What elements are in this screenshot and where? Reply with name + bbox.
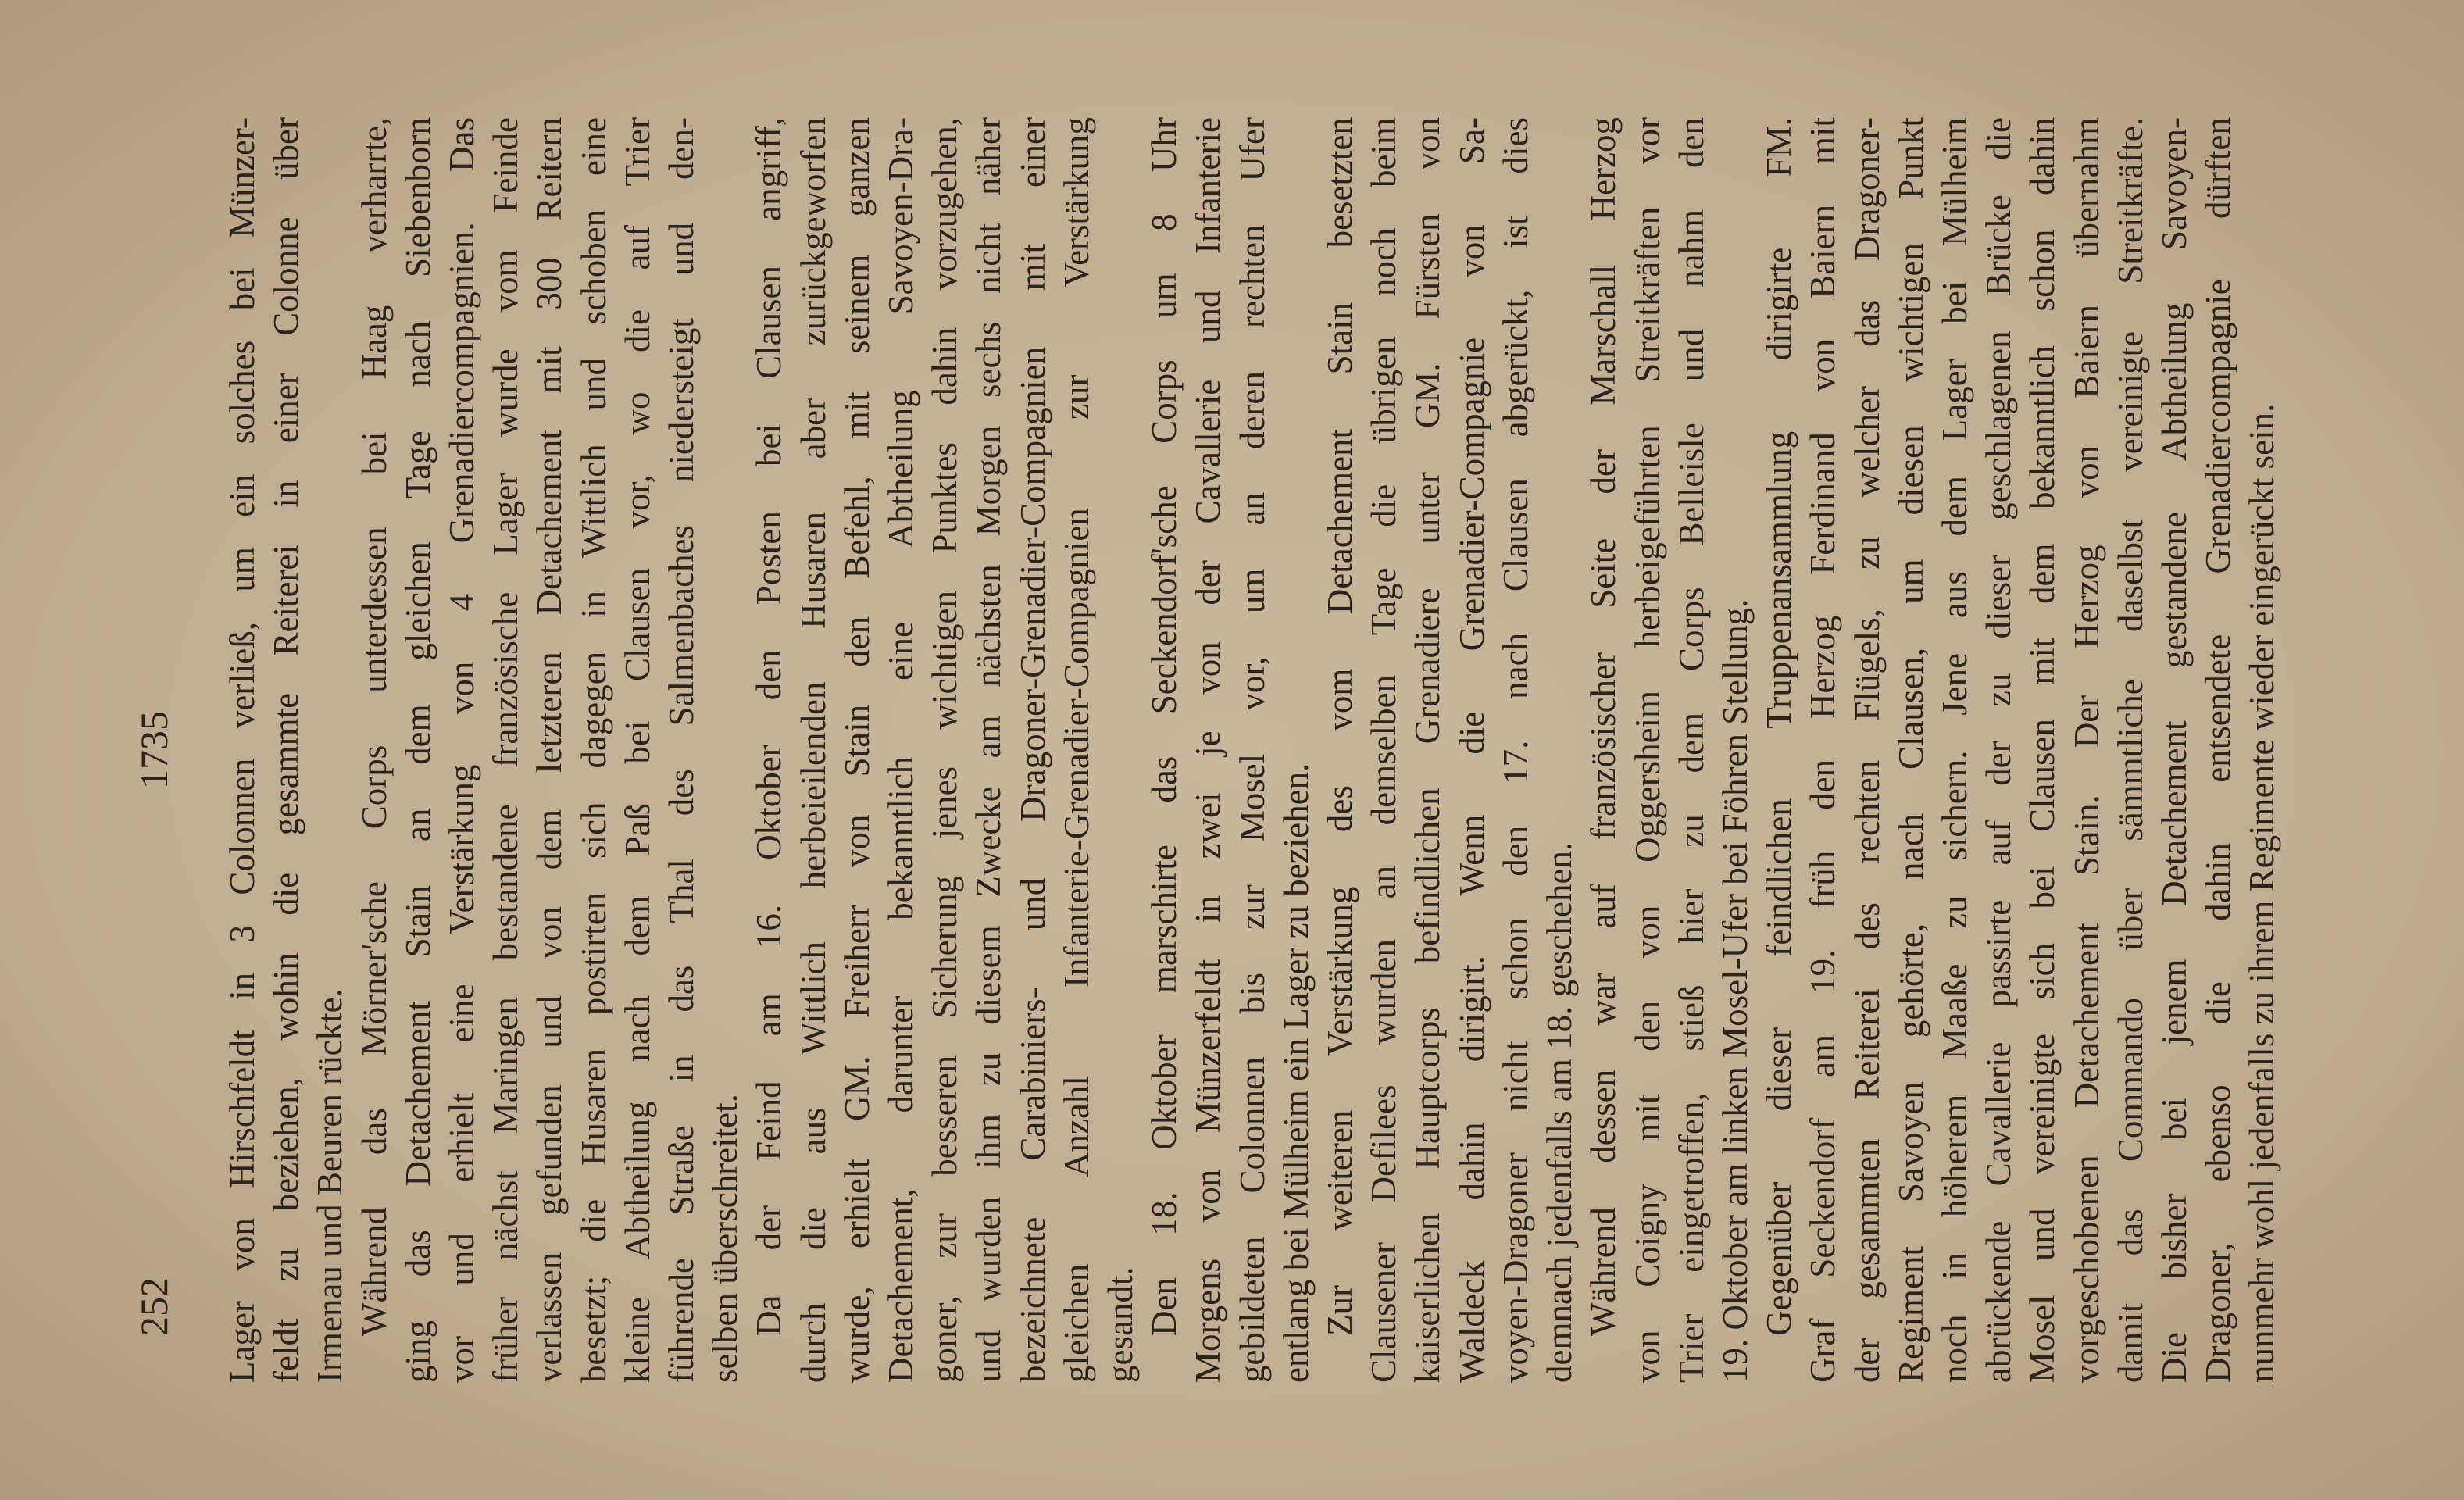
text-line: abrückende Cavallerie passirte auf der zu dieser geschlagenen Brücke die bbox=[1979, 117, 2019, 1383]
paragraph bbox=[1581, 117, 1757, 1383]
text-line: von Coigny mit den von Oggersheim herbeigeführten Streitkräften vor bbox=[1627, 117, 1667, 1383]
page-number: 252 bbox=[132, 1277, 176, 1336]
text-line: Während dessen war auf französischer Seite der Marschall Herzog bbox=[1584, 117, 1623, 1336]
text-line: 19. Oktober am linken Mosel-Ufer bei Föhren Stellung. bbox=[1715, 598, 1755, 1383]
text-line: Graf Seckendorf am 19. früh den Herzog Ferdinand von Baiern mit bbox=[1803, 117, 1843, 1383]
text-line: der gesammten Reiterei des rechten Flügels, zu welcher das Dragoner- bbox=[1847, 117, 1887, 1383]
text-line: nunmehr wohl jedenfalls zu ihrem Regimente wieder eingerückt sein. bbox=[2242, 403, 2282, 1383]
paragraph bbox=[220, 117, 352, 1383]
text-line: noch in höherem Maaße zu sichern. Jene aus dem Lager bei Mülheim bbox=[1934, 117, 1974, 1383]
text-line: goner, zur besseren Sicherung jenes wichtigen Punktes dahin vorzugehen, bbox=[925, 117, 965, 1383]
paragraph bbox=[1142, 117, 1318, 1383]
paragraph bbox=[1757, 117, 2284, 1383]
text-line: Detachement, darunter bekanntlich eine Abtheilung Savoyen-Dra- bbox=[881, 117, 921, 1383]
running-header bbox=[131, 117, 178, 1383]
text-line: ging das Detachement Stain an dem gleichen Tage nach Siebenborn bbox=[398, 117, 437, 1383]
text-line: Die bisher bei jenem Detachement gestandene Abtheilung Savoyen- bbox=[2154, 117, 2194, 1383]
text-line: Den 18. Oktober marschirte das Seckendorf'sche Corps um 8 Uhr bbox=[1145, 117, 1184, 1336]
text-line: wurde, erhielt GM. Freiherr von Stain den Befehl, mit seinem ganzen bbox=[837, 117, 877, 1383]
text-line: gesandt. bbox=[1101, 1266, 1141, 1383]
text-line: entlang bei Mülheim ein Lager zu beziehen. bbox=[1276, 762, 1316, 1383]
body-text bbox=[220, 117, 2284, 1383]
text-line: durch die aus Wittlich herbeieilenden Husaren aber zurückgeworfen bbox=[793, 117, 833, 1383]
text-line: kaiserlichen Hauptcorps befindlichen Grenadiere unter GM. Fürsten von bbox=[1408, 117, 1448, 1383]
text-line: Lager von Hirschfeldt in 3 Colonnen verließ, um ein solches bei Münzer- bbox=[223, 117, 262, 1383]
text-line: vor und erhielt eine Verstärkung von 4 Grenadiercompagnien. Das bbox=[442, 117, 482, 1383]
text-line: verlassen gefunden und von dem letzteren Detachement mit 300 Reitern bbox=[530, 117, 570, 1383]
text-line: Dragoner, ebenso die dahin entsendete Grenadiercompagnie dürften bbox=[2198, 117, 2238, 1383]
text-line: gleichen Anzahl Infanterie-Grenadier-Compagnien zur Verstärkung bbox=[1056, 117, 1096, 1383]
text-line: Regiment Savoyen gehörte, nach Clausen, um diesen wichtigen Punkt bbox=[1891, 117, 1930, 1383]
text-line: demnach jedenfalls am 18. geschehen. bbox=[1540, 841, 1580, 1383]
text-line: Morgens von Münzerfeldt in zwei je von der Cavallerie und Infanterie bbox=[1188, 117, 1228, 1383]
paragraph bbox=[352, 117, 748, 1383]
text-line: Zur weiteren Verstärkung des vom Detachement Stain besetzten bbox=[1320, 117, 1360, 1336]
text-line: Irmenau und Beuren rückte. bbox=[310, 988, 350, 1383]
text-line: Gegenüber dieser feindlichen Truppenansammlung dirigirte FM. bbox=[1759, 117, 1799, 1336]
text-line: Da der Feind am 16. Oktober den Posten bei Clausen angriff, bbox=[749, 117, 789, 1336]
text-line: besetzt; die Husaren postirten sich dagegen in Wittlich und schoben eine bbox=[573, 117, 613, 1383]
text-line: voyen-Dragoner nicht schon den 17. nach Clausen abgerückt, ist dies bbox=[1495, 117, 1535, 1383]
text-line: Clausener Defilees wurden an demselben Tage die übrigen noch beim bbox=[1364, 117, 1404, 1383]
text-line: kleine Abtheilung nach dem Paß bei Clausen vor, wo die auf Trier bbox=[617, 117, 657, 1383]
text-line: führende Straße in das Thal des Salmenbaches niedersteigt und den- bbox=[662, 117, 702, 1383]
text-line: feldt zu beziehen, wohin die gesammte Reiterei in einer Colonne über bbox=[266, 117, 306, 1383]
text-line: vorgeschobenen Detachement Stain. Der Herzog von Baiern übernahm bbox=[2066, 117, 2106, 1383]
running-title-year: 1735 bbox=[132, 711, 176, 789]
text-line: Mosel und vereinigte sich bei Clausen mit dem bekanntlich schon dahin bbox=[2023, 117, 2062, 1383]
text-line: bezeichnete Carabiniers- und Dragoner-Grenadier-Compagnien mit einer bbox=[1012, 117, 1052, 1383]
text-line: gebildeten Colonnen bis zur Mosel vor, um an deren rechten Ufer bbox=[1232, 117, 1272, 1383]
text-line: damit das Commando über sämmtliche daselbst vereinigte Streitkräfte. bbox=[2110, 117, 2150, 1383]
text-line: selben überschreitet. bbox=[705, 1094, 745, 1383]
paragraph bbox=[747, 117, 1142, 1383]
text-line: Während das Mörner'sche Corps unterdessen bei Haag verharrte, bbox=[354, 117, 394, 1336]
text-line: früher nächst Maringen bestandene französische Lager wurde vom Feinde bbox=[486, 117, 526, 1383]
text-line: Waldeck dahin dirigirt. Wenn die Grenadier-Compagnie von Sa- bbox=[1452, 117, 1491, 1383]
text-line: Trier eingetroffen, stieß hier zu dem Corps Belleisle und nahm den bbox=[1671, 117, 1711, 1383]
text-line: und wurden ihm zu diesem Zwecke am nächsten Morgen sechs nicht näher bbox=[969, 117, 1009, 1383]
paragraph bbox=[1318, 117, 1581, 1383]
